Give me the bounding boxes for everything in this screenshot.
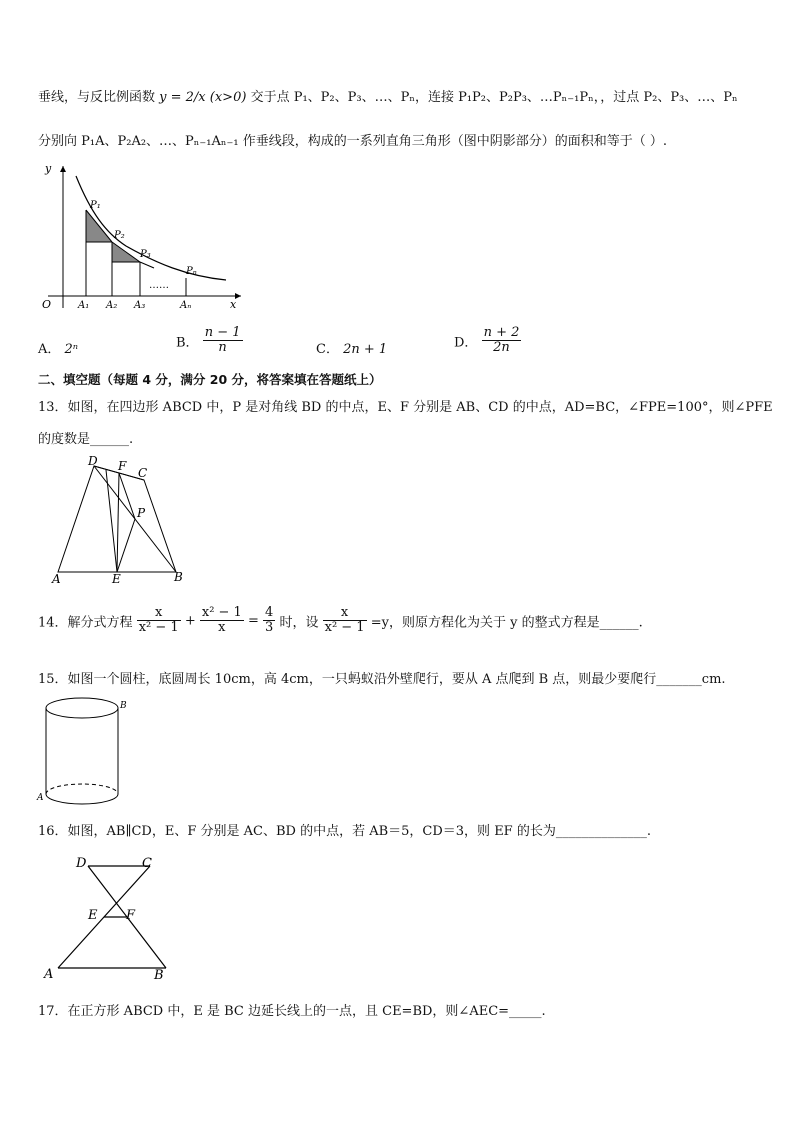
q16-c-label: C xyxy=(142,856,152,871)
q16-b-label: B xyxy=(154,968,164,982)
option-a: A． 2ⁿ xyxy=(38,342,79,357)
q16-a-label: A xyxy=(44,967,54,982)
q12-line2: 分别向 P₁A、P₂A₂、…、Pₙ₋₁Aₙ₋₁ 作垂线段，构成的一系列直角三角形（图中阴影部分）的面积和等于（ ）. xyxy=(38,134,667,149)
q12-line1-a: 垂线，与反比例函数 xyxy=(38,90,156,105)
q13-b-label: B xyxy=(174,570,183,584)
pn-label: Pₙ xyxy=(186,266,197,277)
q14-frac-1: $\frac{x}{\text{x² − 1}}$ xyxy=(138,605,179,636)
option-c: C． 2n + 1 xyxy=(316,342,388,357)
q16-d-label: D xyxy=(76,856,87,871)
ellipsis-label: …… xyxy=(149,280,169,291)
p3-label: P₃ xyxy=(140,249,151,260)
q13-line2: 的度数是______. xyxy=(38,432,134,447)
q15-cylinder xyxy=(34,694,134,808)
q15-line: 15．如图一个圆柱，底圆周长 10cm，高 4cm，一只蚂蚁沿外壁爬行，要从 A 点爬到 B 点，则最少要爬行_______cm. xyxy=(38,672,726,687)
q16-e-label: E xyxy=(88,908,98,923)
q14-frac-2: $\frac{\text{x² − 1}}{x}$ xyxy=(201,605,242,636)
q13-figure xyxy=(48,454,198,586)
an-label: Aₙ xyxy=(180,300,192,311)
q12-function: y = 2/x (x>0) xyxy=(159,90,247,105)
axis-y-label: y xyxy=(45,162,52,175)
p1-label: P₁ xyxy=(90,200,101,211)
q17-line: 17．在正方形 ABCD 中，E 是 BC 边延长线上的一点，且 CE=BD，则∠AEC=_____. xyxy=(38,1004,546,1019)
q15-b-label: B xyxy=(120,701,127,711)
q12-line1-b: 交于点 P₁、P₂、P₃、…、Pₙ，连接 P₁P₂、P₂P₃、…Pₙ₋₁Pₙ，，过点 P₂、P₃、…、Pₙ xyxy=(250,90,738,105)
q13-e-label: E xyxy=(112,572,121,586)
section-heading: 二、填空题（每题 4 分，满分 20 分，将答案填在答题纸上） xyxy=(38,372,382,387)
axis-x-label: x xyxy=(230,298,237,311)
q13-line1: 13．如图，在四边形 ABCD 中，P 是对角线 BD 的中点，E、F 分别是 AB、CD 的中点，AD=BC，∠FPE=100°，则∠PFE xyxy=(38,400,773,415)
option-d: D． $\frac{n + 2}{2n}$ xyxy=(454,325,520,356)
q14-line: 14．解分式方程 $\frac{x}{\text{x² − 1}}$ + $\frac{\text{x² − 1}}{x}$ = $\frac{4}{3}$ 时，设 $\frac{x}{\text{x² − 1}}$ =y，则原方程化为关于 y 的整式方程是______. xyxy=(38,605,643,636)
p2-label: P₂ xyxy=(114,230,125,241)
q16-line: 16．如图，AB∥CD，E、F 分别是 AC、BD 的中点，若 AB＝5，CD＝3，则 EF 的长为______________. xyxy=(38,824,651,839)
q13-a-label: A xyxy=(52,572,61,586)
q12-figure xyxy=(36,158,246,314)
q13-c-label: C xyxy=(138,466,148,480)
q13-p-label: P xyxy=(137,506,146,520)
q16-f-label: F xyxy=(126,908,136,923)
a3-label: A₃ xyxy=(134,300,146,311)
q13-f-label: F xyxy=(118,459,127,473)
a1-label: A₁ xyxy=(78,300,90,311)
origin-label: O xyxy=(42,298,52,311)
option-b: B． $\frac{n - 1}{n}$ xyxy=(176,325,241,356)
q16-figure xyxy=(42,850,172,982)
q14-frac-4: $\frac{x}{\text{x² − 1}}$ xyxy=(324,605,365,636)
q12-line1 xyxy=(38,86,738,105)
a2-label: A₂ xyxy=(106,300,118,311)
q15-a-label: A xyxy=(37,793,44,803)
q14-frac-3: $\frac{4}{3}$ xyxy=(265,605,274,636)
q13-d-label: D xyxy=(88,454,98,468)
